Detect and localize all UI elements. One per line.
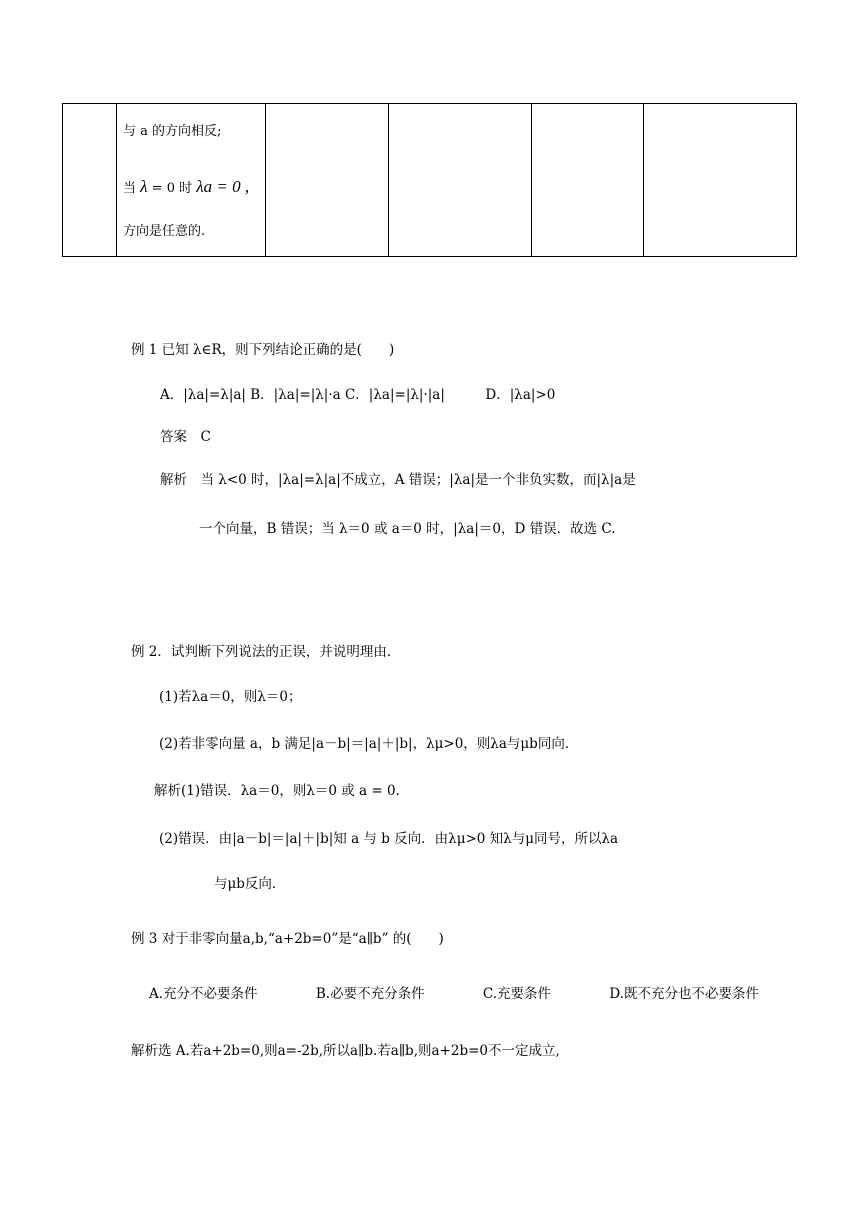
example2-item1: (1)若λa＝0，则λ＝0；	[159, 689, 302, 705]
example1-answer: 答案 C	[160, 429, 211, 445]
example3-option-b: B.必要不充分条件	[315, 986, 425, 1002]
example2-analysis1: 解析(1)错误．λa＝0，则λ＝0 或 a = 0.	[154, 783, 400, 799]
table-divider	[531, 104, 532, 256]
example3-option-a: A.充分不必要条件	[149, 986, 258, 1002]
example1-analysis-line2: 一个向量，B 错误；当 λ＝0 或 a＝0 时，|λa|＝0，D 错误．故选 C.	[199, 521, 616, 537]
table-divider	[388, 104, 389, 256]
example3-analysis: 解析选 A.若a+2b=0,则a=-2b,所以a∥b.若a∥b,则a+2b=0不一定成立,	[131, 1043, 560, 1059]
table-cell-line-2: 当 λ = 0 时 λa = 0 ,	[123, 177, 250, 196]
example1-options: A．|λa|=λ|a| B．|λa|=|λ|·a C．|λa|=|λ|·|a| D．|λa|>0	[160, 387, 556, 403]
example2-question: 例 2．试判断下列说法的正误，并说明理由．	[131, 644, 401, 660]
example3-question: 例 3 对于非零向量a,b,“a+2b=0”是“a∥b” 的( )	[131, 931, 444, 947]
example2-analysis2-line1: (2)错误．由|a－b|＝|a|＋|b|知 a 与 b 反向．由λμ>0 知λ与μ同号，所以λa	[159, 831, 619, 847]
table-divider	[116, 104, 117, 256]
example3-option-d: D.既不充分也不必要条件	[609, 986, 759, 1002]
example3-options	[149, 984, 759, 1004]
table-cell-line-1: 与 a 的方向相反;	[123, 124, 222, 139]
table-divider	[265, 104, 266, 256]
table-divider	[643, 104, 644, 256]
table-cell-line-3: 方向是任意的.	[123, 224, 206, 239]
example3-option-c: C.充要条件	[482, 986, 552, 1002]
example2-item2: (2)若非零向量 a，b 满足|a－b|＝|a|＋|b|，λμ>0，则λa与μb同向．	[159, 736, 579, 752]
example1-question: 例 1 已知 λ∈R，则下列结论正确的是( )	[131, 342, 395, 358]
example1-analysis-line1: 解析 当 λ<0 时，|λa|=λ|a|不成立，A 错误；|λa|是一个非负实数，而|λ|a是	[160, 472, 636, 488]
example2-analysis2-line2: 与μb反向．	[214, 876, 286, 892]
